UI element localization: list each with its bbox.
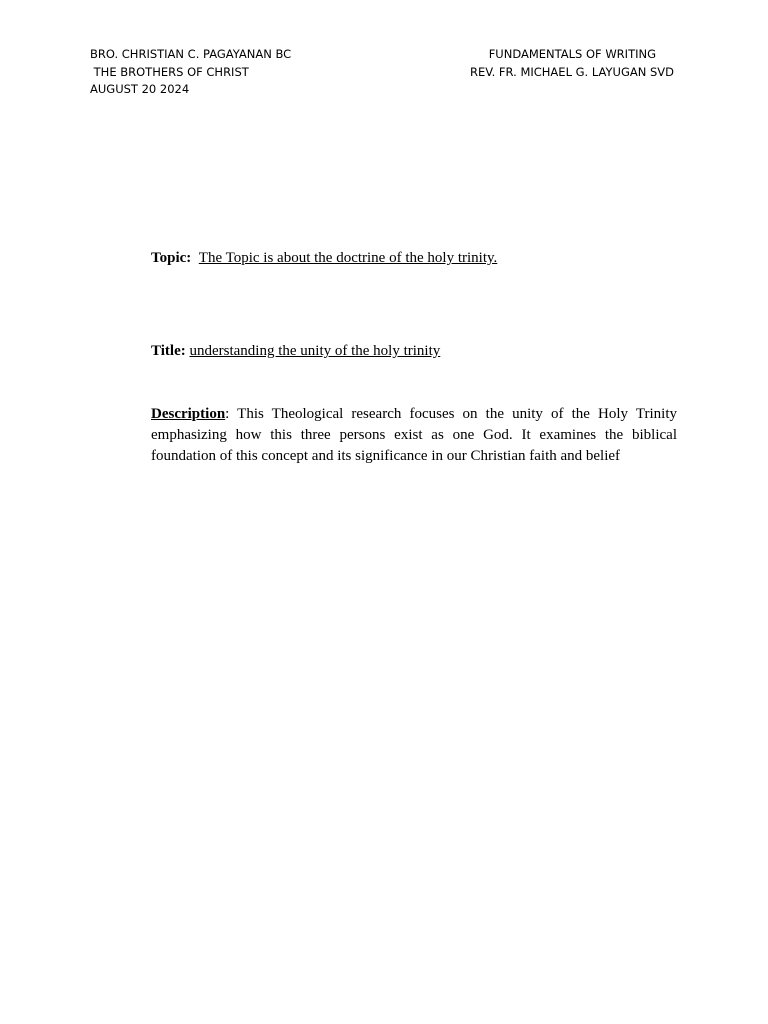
- topic-text: The Topic is about the doctrine of the holy trinity.: [198, 250, 498, 266]
- title-text: understanding the unity of the holy trinity: [189, 343, 441, 359]
- header-right-block: [470, 46, 674, 81]
- description-paragraph: [151, 404, 677, 467]
- title-label: Title:: [151, 343, 186, 359]
- document-date: AUGUST 20 2024: [90, 82, 190, 96]
- topic-line: [151, 250, 497, 267]
- header-left-block: [90, 46, 291, 99]
- instructor-name: REV. FR. MICHAEL G. LAYUGAN SVD: [469, 64, 674, 79]
- title-line: [151, 343, 440, 360]
- author-name: BRO. CHRISTIAN C. PAGAYANAN BC: [90, 47, 292, 61]
- description-text: : This Theological research focuses on the unity of the Holy Trinity emphasizing how this three persons exist as one God. It examines the biblical foundation of this concept and its significance in our Christian faith and belief: [151, 406, 677, 464]
- course-name: FUNDAMENTALS OF WRITING: [488, 47, 656, 61]
- description-label: Description: [151, 406, 226, 422]
- group-name: THE BROTHERS OF CHRIST: [90, 64, 249, 79]
- topic-label: Topic:: [151, 250, 192, 266]
